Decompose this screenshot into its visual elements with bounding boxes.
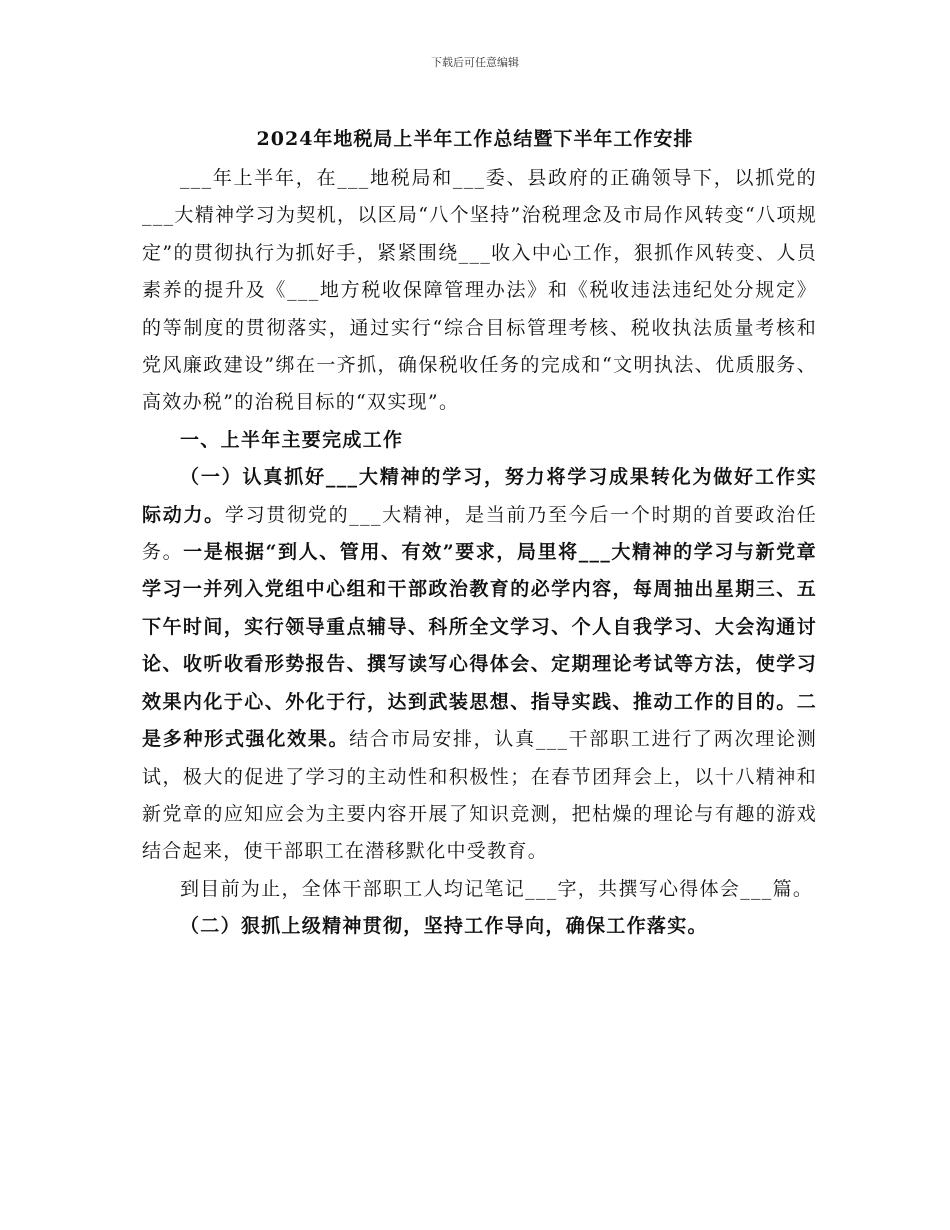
document-body [142,160,817,946]
section-1-heading: 一、上半年主要完成工作 [180,428,404,451]
document-title: 2024年地税局上半年工作总结暨下半年工作安排 [256,128,694,150]
page-header: 下载后可任意编辑 [431,56,519,69]
count-paragraph: 到目前为止，全体干部职工人均记笔记___字，共撰写心得体会___篇。 [180,877,814,900]
subsection-1-bold-text: 一是根据“到人、管用、有效”要求，局里将___大精神的学习与新党章学习一并列入党组中心组和干部政治教育的必学内容，每周抽出星期三、五下午时间，实行领导重点辅导、科所全文学习、个人自我学习、大会沟通讨论、收听收看形势报告、撰写读写心得体会、定期理论考试等方法，使学习效果内化于心、外化于行，达到武装思想、指导实践、推动工作的目的。二是多种形式强化效果。 [142,541,817,751]
subsection-1-text-c: 结合市局安排，认真___干部职工进行了两次理论测试，极大的促进了学习的主动性和积极性；在春节团拜会上，以十八精神和新党章的应知应会为主要内容开展了知识竞测，把枯燥的理论与有趣的游戏结合起来，使干部职工在潜移默化中受教育。 [142,728,817,863]
subsection-1-heading: （一）认真抓好___大精神的学习，努力将学习成果转化为做好工作实际动力。 [142,466,817,526]
subsection-1-text-a: 学习贯彻党的___大精神，是当前乃至今后一个时期的首要政治任务。 [142,503,817,564]
subsection-2-heading: （二）狠抓上级精神贯彻，坚持工作导向，确保工作落实。 [180,915,708,938]
subsection-1-paragraph [142,459,817,870]
intro-paragraph: ___年上半年，在___地税局和___委、县政府的正确领导下，以抓党的___大精神学习为契机，以区局“八个坚持”治税理念及市局作风转变“八项规定”的贯彻执行为抓好手，紧紧围绕___收入中心工作，狠抓作风转变、人员素养的提升及《___地方税收保障管理办法》和《税收违法违纪处分规定》的等制度的贯彻落实，通过实行“综合目标管理考核、税收执法质量考核和党风廉政建设”绑在一齐抓，确保税收任务的完成和“文明执法、优质服务、高效办税”的治税目标的“双实现”。 [142,167,817,414]
